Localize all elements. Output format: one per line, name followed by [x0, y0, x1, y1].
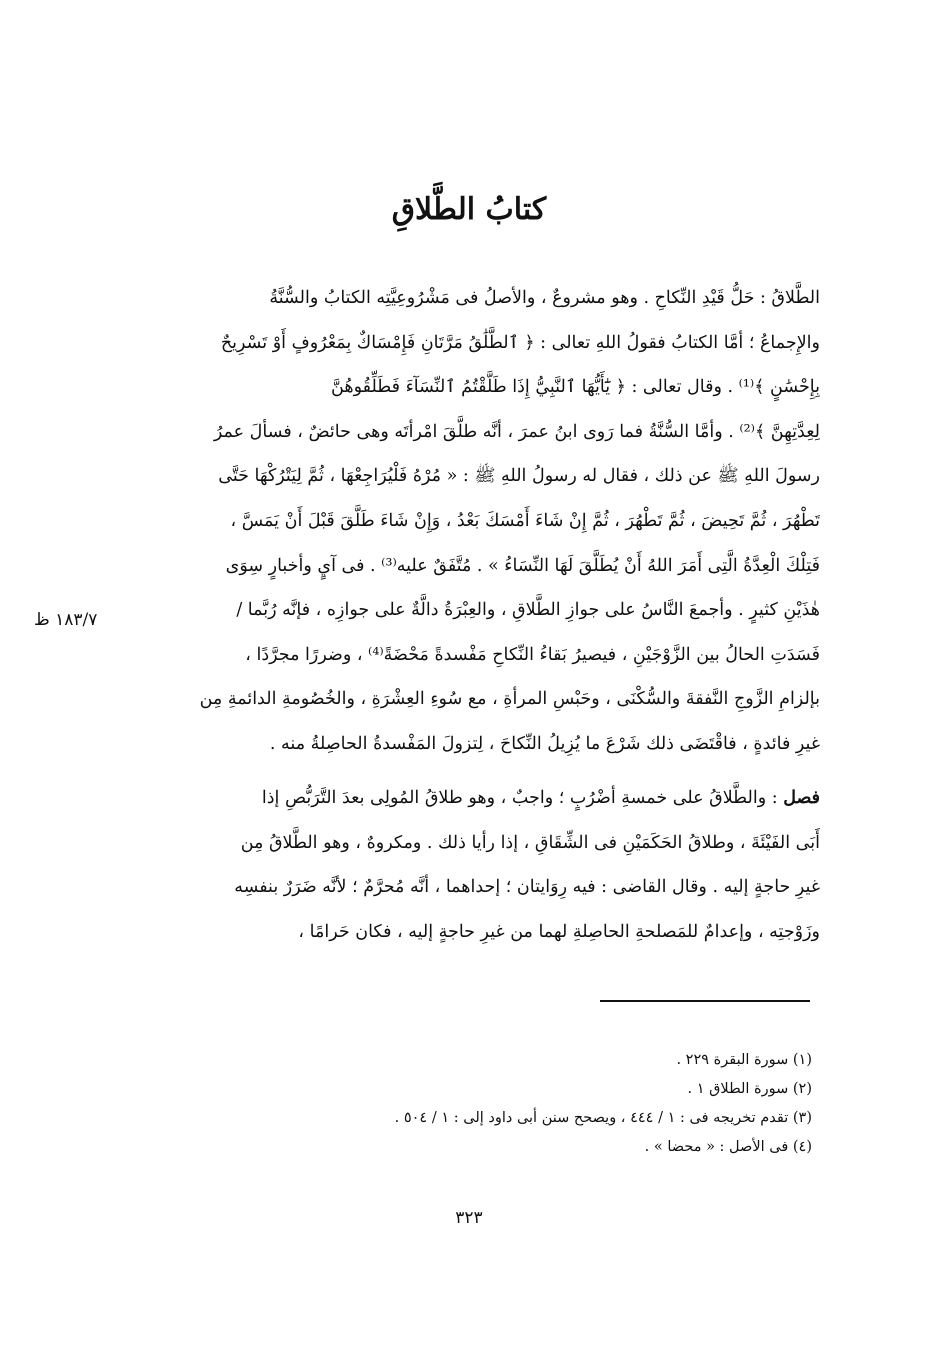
footnote: (١) سورة البقرة ٢٢٩ .: [676, 1052, 812, 1068]
text-line: فَسَدَتِ الحالُ بين الزَّوْجَيْنِ ، فيصيرُ بَقاءُ النِّكاحِ مَفْسدةً مَحْضَةً⁽⁴⁾ ، وضررًا مجرَّدًا ،: [245, 644, 820, 665]
paragraph-1: [108, 276, 820, 767]
paragraph-2: [108, 776, 820, 954]
text-line: فَتِلْكَ الْعِدَّةُ الَّتِى أَمَرَ اللهُ أَنْ يُطَلَّقَ لَهَا النِّسَاءُ » . مُتَّفَقٌ عليه⁽³⁾ . فى آيٍ وأخبارٍ سِوَى: [225, 555, 820, 576]
margin-folio-note: ١٨٣/٧ ظ: [34, 610, 98, 630]
footnote: (٤) فى الأصل : « محضا » .: [644, 1139, 812, 1155]
footnote: (٢) سورة الطلاق ١ .: [687, 1081, 812, 1097]
text-line: أَبَى الفَيْئَةَ ، وطلاقُ الحَكَمَيْنِ فى الشِّقَاقِ ، إذا رأيا ذلك . ومكروهٌ ، وهو الطَّلاقُ مِن: [240, 832, 820, 853]
text-line: الطَّلاقُ : حَلُّ قَيْدِ النِّكاحِ . وهو مشروعٌ ، والأصلُ فى مَشْرُوعِيَّتِه الكتابُ والسُّنَّةُ: [269, 288, 820, 308]
text-line: هٰذَيْنِ كثيرٍ . وأجمعَ النَّاسُ على جوازِ الطَّلاقِ ، والعِبْرَةُ دالَّةٌ على جوازِه ، فإنَّه رُبَّما /: [236, 600, 820, 621]
page-number: ٣٢٣: [455, 1208, 483, 1228]
chapter-title: كتابُ الطَّلاقِ: [391, 192, 547, 227]
footnotes: [292, 1046, 812, 1162]
text-segment: : والطَّلاقُ على خمسةِ أضْرُبٍ ؛ واجبٌ ، وهو طلاقُ المُولِى بعدَ التَّرَبُّصِ إذا: [261, 788, 784, 808]
text-line: لِعِدَّتِهِنَّ ﴾⁽²⁾ . وأمَّا السُّنَّةُ فما رَوى ابنُ عمرَ ، أنَّه طلَّقَ امْرأتَه وهى حائضٌ ، فسألَ عمرُ: [213, 421, 820, 442]
text-line: غيرِ حاجةٍ إليه . وقال القاضى : فيه رِوَايتان ؛ إحداهما ، أنَّه مُحرَّمٌ ؛ لأنَّه ضَرَرٌ بنفسِه: [234, 877, 820, 898]
text-line: [108, 776, 820, 821]
text-line: والإِجماعُ ؛ أمَّا الكتابُ فقولُ اللهِ تعالى : ﴿ ٱلطَّلَٰقُ مَرَّتَانِ فَإِمْسَاكٌ بِمَعْرُوفٍ أَوْ تَسْرِيحٌ: [220, 332, 820, 353]
footnote: (٣) تقدم تخريجه فى : ١ / ٤٤٤ ، ويصحح سنن أبى داود إلى : ١ / ٥٠٤ .: [394, 1110, 812, 1126]
text-line: غيرِ فائدةٍ ، فاقْتَضَى ذلك شَرْعَ ما يُزِيلُ النِّكاحَ ، لِتزولَ المَفْسدةُ الحاصِلةُ منه .: [269, 733, 820, 754]
text-line: وزَوْجتِه ، وإعدامٌ للمَصلحةِ الحاصِلةِ لهما من غيرِ حاجةٍ إليه ، فكان حَرامًا ،: [298, 921, 820, 942]
footnote-divider: [600, 1000, 810, 1002]
text-line: رسولَ اللهِ ﷺ عن ذلك ، فقال له رسولُ اللهِ ﷺ : « مُرْهُ فَلْيُرَاجِعْهَا ، ثُمَّ لِيَتْرُكْهَا حَتَّى: [218, 466, 820, 487]
text-line: بإلزامِ الزَّوجِ النَّفقةَ والسُّكْنَى ، وحَبْسِ المرأةِ ، مع سُوءِ العِشْرَةِ ، والخُصُومةِ الدائمةِ مِن: [199, 689, 820, 710]
section-heading: فصل: [783, 788, 820, 808]
text-line: بِإِحْسَٰنٍ ﴾⁽¹⁾ . وقال تعالى : ﴿ يَٰٓأَيُّهَا ٱلنَّبِيُّ إِذَا طَلَّقْتُمُ ٱلنِّسَآءَ فَطَلِّقُوهُنَّ: [331, 377, 820, 398]
text-line: تَطْهُرَ ، ثُمَّ تَحِيضَ ، ثُمَّ تَطْهُرَ ، ثُمَّ إِنْ شَاءَ أَمْسَكَ بَعْدُ ، وَإِنْ شَاءَ طَلَّقَ قَبْلَ أَنْ يَمَسَّ ،: [230, 510, 820, 531]
